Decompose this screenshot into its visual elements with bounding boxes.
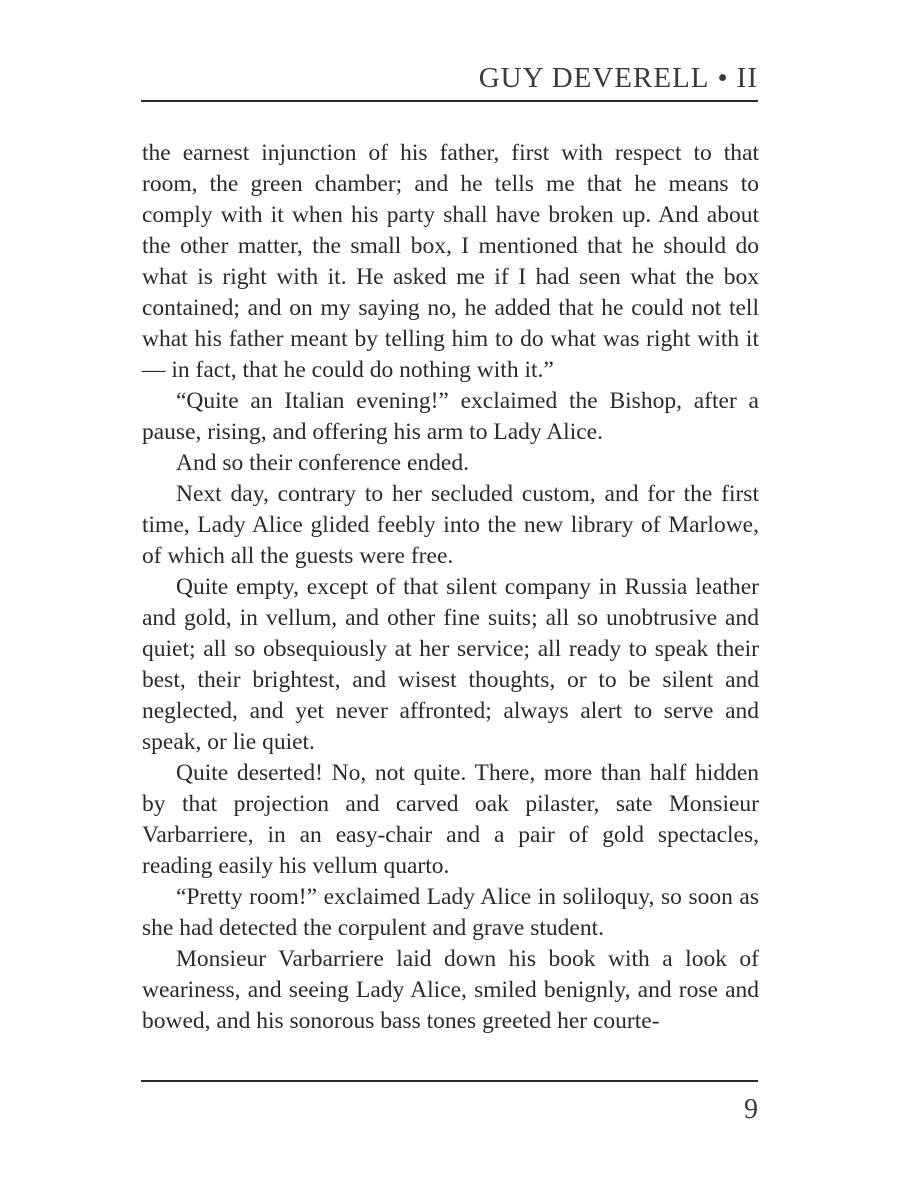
- chapter-number: II: [736, 62, 758, 94]
- header-rule: [141, 100, 758, 102]
- page-number: 9: [744, 1094, 758, 1125]
- separator-bullet: •: [717, 62, 729, 94]
- page-body: [142, 138, 759, 1037]
- paragraph: Next day, contrary to her secluded custom, and for the first time, Lady Alice glided feebly into the new library of Marlowe, of which all the guests were free.: [142, 481, 759, 569]
- paragraph: Quite empty, except of that silent company in Russia leather and gold, in vellum, and other fine suits; all so unobtrusive and quiet; all so obsequiously at her service; all ready to speak their best, their brightest, and wisest thoughts, or to be silent and neglected, and yet never affronted; always alert to serve and speak, or lie quiet.: [142, 574, 759, 755]
- paragraph: the earnest injunction of his father, first with respect to that room, the green chamber; and he tells me that he means to comply with it when his party shall have broken up. And about the other matter, the small box, I mentioned that he should do what is right with it. He asked me if I had seen what the box contained; and on my saying no, he added that he could not tell what his father meant by telling him to do what was right with it — in fact, that he could do nothing with it.”: [142, 140, 759, 383]
- paragraph: And so their conference ended.: [176, 450, 469, 476]
- paragraph: Quite deserted! No, not quite. There, more than half hidden by that projection and carved oak pilaster, sate Monsieur Varbarriere, in an easy-chair and a pair of gold spectacles, reading easily his vellum quarto.: [142, 760, 759, 879]
- paragraph: “Pretty room!” exclaimed Lady Alice in soliloquy, so soon as she had detected the corpulent and grave student.: [142, 884, 759, 941]
- book-title: GUY DEVERELL: [478, 62, 710, 94]
- paragraph: Monsieur Varbarriere laid down his book with a look of weariness, and seeing Lady Alice, smiled benignly, and rose and bowed, and his sonorous bass tones greeted her courte-: [142, 946, 759, 1034]
- running-head: [479, 62, 758, 95]
- paragraph: “Quite an Italian evening!” exclaimed the Bishop, after a pause, rising, and offering his arm to Lady Alice.: [142, 388, 759, 445]
- footer-rule: [141, 1080, 758, 1082]
